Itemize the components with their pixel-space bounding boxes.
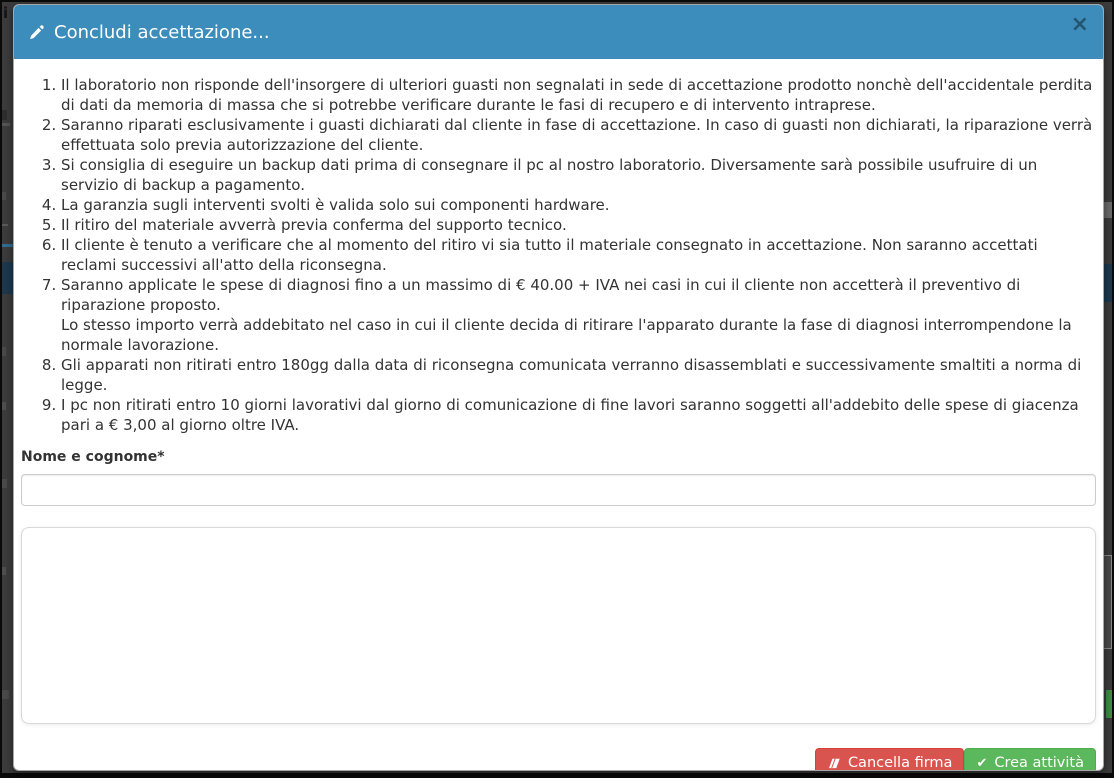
terms-list-item: 9. I pc non ritirati entro 10 giorni lavorativi dal giorno di comunicazione di fine lavori saranno soggetti all'addebito delle spese di giacenza pari a € 3,00 al giorno oltre IVA. — [61, 395, 1096, 435]
terms-list-item: 6. Il cliente è tenuto a verificare che al momento del ritiro vi sia tutto il materiale consegnato in accettazione. Non saranno accettati reclami successivi all'atto della riconsegna. — [61, 235, 1096, 275]
background-fragment — [2, 402, 6, 410]
modal-footer — [21, 748, 1096, 771]
clear-signature-label: Cancella firma — [847, 754, 953, 771]
name-surname-input[interactable] — [21, 474, 1096, 506]
background-fragment — [2, 192, 6, 200]
close-icon[interactable]: × — [1070, 12, 1089, 37]
terms-list-item: 5. Il ritiro del materiale avverrà previa conferma del supporto tecnico. — [61, 215, 1096, 235]
background-fragment — [2, 123, 10, 126]
signature-pad[interactable] — [21, 527, 1096, 724]
background-button-fragment — [1106, 690, 1112, 718]
create-activity-label: Crea attività — [994, 754, 1084, 771]
modal-body — [14, 59, 1103, 771]
terms-list-item: 1. Il laboratorio non risponde dell'insorgere di ulteriori guasti non segnalati in sede di accettazione prodotto nonchè dell'accidentale perdita di dati da memoria di massa che si potrebbe verificare durante le fasi di recupero e di intervento intraprese. — [61, 75, 1096, 115]
terms-list-item: 3. Si consiglia di eseguire un backup dati prima di consegnare il pc al nostro laboratorio. Diversamente sarà possibile usufruire di un servizio di backup a pagamento. — [61, 155, 1096, 195]
background-fragment — [2, 347, 6, 356]
conclude-acceptance-modal — [13, 4, 1104, 771]
background-fragment — [2, 690, 9, 699]
background-fragment — [2, 567, 6, 575]
name-surname-label: Nome e cognome* — [21, 449, 165, 465]
pencil-icon — [28, 24, 45, 41]
terms-list — [21, 75, 1096, 435]
background-page-text-fragment: i — [3, 4, 9, 22]
terms-list-item: 2. Saranno riparati esclusivamente i guasti dichiarati dal cliente in fase di accettazione. In caso di guasti non dichiarati, la riparazione verrà effettuata solo previa autorizzazione del cliente. — [61, 115, 1096, 155]
terms-list-item: 8. Gli apparati non ritirati entro 180gg dalla data di riconsegna comunicata verranno disassemblati e successivamente smaltiti a norma di legge. — [61, 355, 1096, 395]
background-fragment — [2, 224, 8, 226]
terms-list-item: 4. La garanzia sugli interventi svolti è valida solo sui componenti hardware. — [61, 195, 1096, 215]
terms-list-item: 7. Saranno applicate le spese di diagnosi fino a un massimo di € 40.00 + IVA nei casi in cui il cliente non accetterà il preventivo di riparazione proposto. Lo stesso importo verrà addebitato nel caso in cui il cliente decida di ritirare l'apparato durante la fase di diagnosi interrompendone la normale lavorazione. — [61, 275, 1096, 355]
create-activity-button[interactable] — [964, 748, 1096, 771]
background-fragment — [2, 110, 7, 120]
check-icon: ✔ — [976, 755, 988, 771]
background-fragment — [2, 479, 7, 488]
clear-signature-button[interactable] — [815, 748, 965, 771]
modal-title: Concludi accettazione... — [54, 21, 270, 43]
modal-header — [14, 5, 1103, 59]
eraser-icon — [827, 757, 841, 770]
